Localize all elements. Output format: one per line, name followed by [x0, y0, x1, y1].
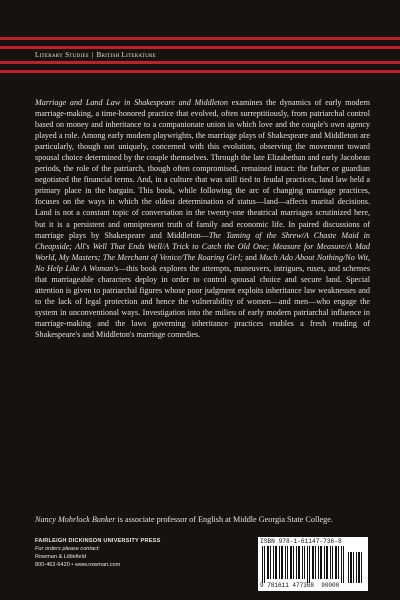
barcode-bars: [260, 546, 366, 583]
author-name: Nancy Mohrlock Bunker: [35, 515, 116, 524]
category-literary-studies: Literary Studies: [35, 51, 89, 59]
barcode-number: 9 781611 477368: [260, 582, 315, 589]
category-header: [35, 50, 156, 61]
top-red-stripe-1: [0, 37, 400, 40]
description-and: and: [242, 252, 260, 262]
top-red-stripe-4: [0, 70, 400, 73]
play-list-2: Much Ado About Nothing/No Wit, No Help Like A Woman's: [35, 252, 370, 273]
orders-note: For orders please contact:: [35, 546, 100, 552]
isbn-label: ISBN 978-1-61147-736-8: [260, 538, 342, 545]
description-part-1: examines the dynamics of early modern marriage-making, a time-honored practice that evolved, often surreptitiously, from patriarchal control based on money and inheritance to a companionate union in which love and the couple's own agency played a role. Among early modern playwrights, the marriage plays of Shakespeare and Middleton are particularly, though not uniquely, concerned with this evolution, observing the movement toward spousal choice determined by the couple themselves. Through the late Elizabethan and early Jacobean periods, the role of the patriarch, though often compromised, remained intact: the father or guardian negotiated the financial terms. And, in a culture that was still tied to feudal practices, land law held a primary place in the bargain. This book, while following the arc of changing marriage practices, focuses on the ways in which the oldest determination of status—land—affects marital decisions. Land is not a constant topic of conversation in the twenty-one theatrical marriages scrutinized here, but it is a persistent and omnipresent truth of family and economic life. In paired discussions of marriage plays by Shakespeare and Middleton—: [35, 98, 370, 240]
publisher-name: FAIRLEIGH DICKINSON UNIVERSITY PRESS: [35, 538, 161, 544]
category-separator: |: [91, 51, 94, 59]
barcode-digits: [258, 582, 368, 589]
price-code: 90000: [321, 582, 340, 589]
author-bio: [35, 514, 370, 525]
book-title: Marriage and Land Law in Shakespeare and Middleton: [35, 98, 228, 107]
isbn-barcode: [258, 537, 368, 591]
description-part-2: —this book explores the attempts, maneuvers, intrigues, ruses, and schemes that marriageable characters deploy in order to control spousal choice and secure land. Special attention is given to patriarchal figures whose poor judgment exploits inheritance law weaknesses and to the lack of legal protection and hence the vulnerability of women—and men—who engage the system in unconventional ways. Investigation into the milieu of early modern patriarchal influence in marriage-making and the laws governing inheritance practices enables a fresh reading of Shakespeare's and Middleton's marriage comedies.: [35, 263, 370, 339]
play-list: The Taming of the Shrew/A Chaste Maid in Cheapside; All's Well That Ends Well/A Trick to Catch the Old One; Measure for Measure/A Mad World, My Masters; The Merchant of Venice/The Roaring Girl;: [35, 230, 370, 262]
publisher-contact: 800-462-6420 • www.rowman.com: [35, 562, 121, 568]
book-description: [35, 97, 370, 340]
publisher-info: [35, 537, 235, 569]
distributor-name: Rowman & Littlefield: [35, 554, 86, 560]
top-red-stripe-3: [0, 61, 400, 64]
category-british-literature: British Literature: [96, 51, 157, 59]
top-red-stripe-2: [0, 46, 400, 49]
author-bio-text: is associate professor of English at Middle Georgia State College.: [115, 515, 333, 524]
